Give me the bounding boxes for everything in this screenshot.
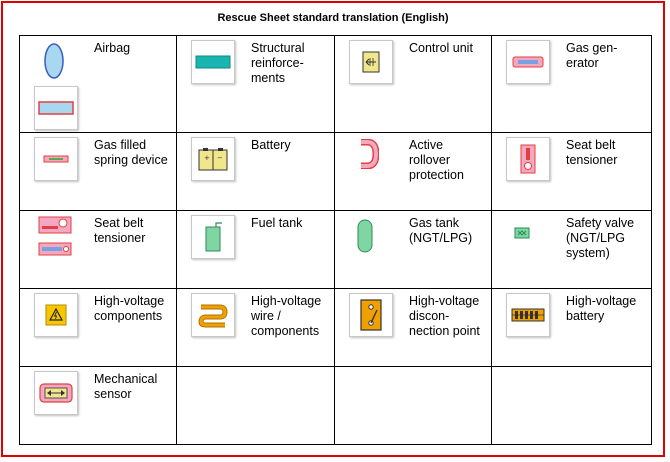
structural-reinforcement-icon	[191, 40, 235, 84]
seat-belt-tensioner-icon	[38, 215, 72, 261]
symbol-label: Active rollover protection	[409, 138, 464, 182]
table-cell-seat-belt-tensioner	[492, 133, 652, 211]
svg-text:+: +	[204, 154, 210, 162]
table-cell-fuel-tank	[177, 211, 335, 289]
table-cell-gas-generator	[492, 36, 652, 133]
table-cell-hv-battery	[492, 289, 652, 367]
table-row	[20, 367, 652, 445]
symbol-label: Airbag	[94, 41, 131, 55]
high-voltage-battery-icon	[506, 293, 550, 337]
table-cell-mechanical-sensor	[20, 367, 177, 445]
symbol-label: Control unit	[409, 41, 473, 55]
table-cell-hv-wire	[177, 289, 335, 367]
battery-icon	[191, 137, 235, 181]
symbol-label: Gas filled spring device	[94, 138, 168, 167]
symbol-table	[19, 35, 652, 445]
table-row	[20, 36, 652, 133]
fuel-tank-icon	[191, 215, 235, 259]
table-row	[20, 133, 652, 211]
table-cell-hv-components	[20, 289, 177, 367]
table-cell-battery	[177, 133, 335, 211]
table-cell-empty	[492, 367, 652, 445]
gas-generator-icon	[506, 40, 550, 84]
symbol-label: Seat belt tensioner	[94, 216, 146, 245]
table-cell-empty	[177, 367, 335, 445]
control-unit-icon	[349, 40, 393, 84]
symbol-label: Gas gen- erator	[566, 41, 618, 70]
table-cell-seat-belt-tensioner-2	[20, 211, 177, 289]
high-voltage-disconnect-icon	[349, 293, 393, 337]
seat-belt-tensioner-icon	[506, 137, 550, 181]
symbol-label: High-voltage wire / components	[251, 294, 322, 338]
airbag-module-icon	[34, 86, 78, 130]
symbol-label: Battery	[251, 138, 291, 152]
high-voltage-wire-icon	[191, 293, 235, 337]
symbol-label: Structural reinforce- ments	[251, 41, 305, 85]
symbol-label: Gas tank (NGT/LPG)	[409, 216, 473, 245]
symbol-label: Fuel tank	[251, 216, 303, 230]
table-cell-empty	[335, 367, 492, 445]
table-cell-hv-disconnect	[335, 289, 492, 367]
safety-valve-icon	[514, 227, 530, 239]
symbol-label: High-voltage components	[94, 294, 165, 323]
table-row	[20, 211, 652, 289]
symbol-label: High-voltage discon- nection point	[409, 294, 480, 338]
table-cell-safety-valve	[492, 211, 652, 289]
symbol-label: Safety valve (NGT/LPG system)	[566, 216, 635, 260]
table-cell-gas-tank	[335, 211, 492, 289]
table-cell-rollover-protection	[335, 133, 492, 211]
rollover-protection-icon	[357, 139, 379, 169]
svg-text:−: −	[217, 154, 223, 162]
table-cell-control-unit	[335, 36, 492, 133]
mechanical-sensor-icon	[34, 371, 78, 415]
table-cell-structural-reinforcement	[177, 36, 335, 133]
table-cell-airbag	[20, 36, 177, 133]
high-voltage-warning-icon	[34, 293, 78, 337]
symbol-label: High-voltage battery	[566, 294, 637, 323]
table-cell-gas-spring	[20, 133, 177, 211]
symbol-label: Seat belt tensioner	[566, 138, 618, 167]
airbag-icon	[42, 42, 66, 80]
table-row	[20, 289, 652, 367]
page-title: Rescue Sheet standard translation (English)	[217, 12, 449, 24]
symbol-label: Mechanical sensor	[94, 372, 158, 401]
gas-spring-icon	[34, 137, 78, 181]
gas-tank-icon	[357, 219, 373, 253]
